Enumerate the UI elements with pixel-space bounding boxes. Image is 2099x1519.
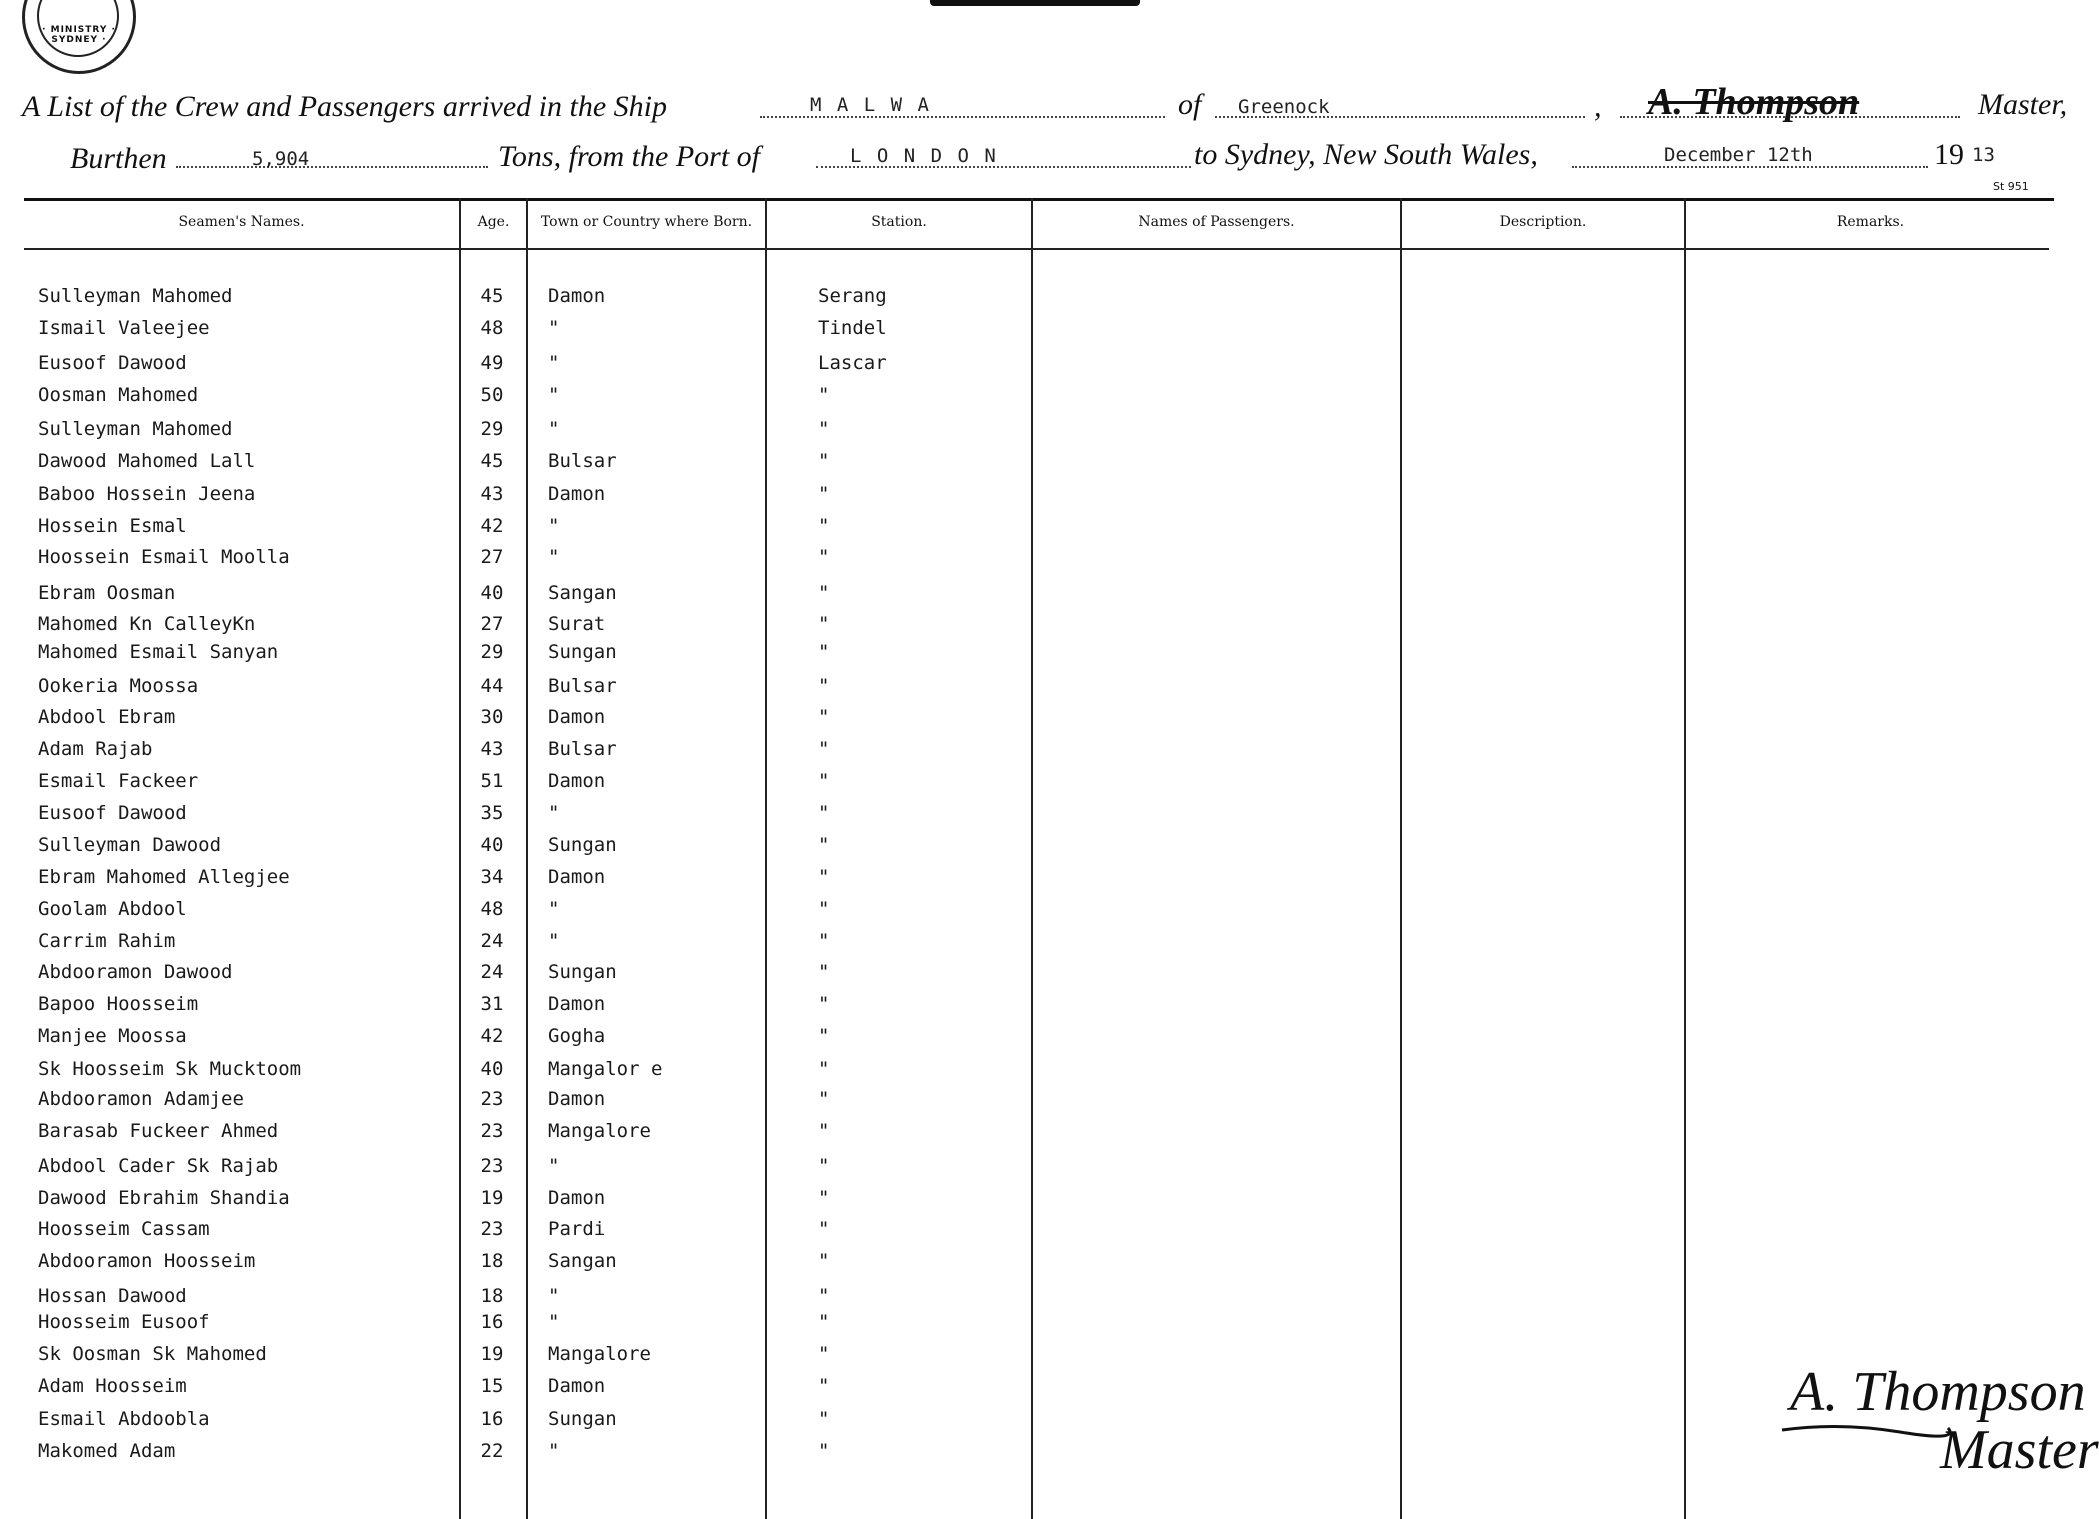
seaman-station: " <box>818 866 830 888</box>
of-label: of <box>1178 88 1202 121</box>
ship-name: M A L W A <box>810 94 931 116</box>
year-prefix: 19 <box>1934 138 1964 171</box>
seaman-age: 16 <box>480 1311 504 1333</box>
seaman-name: Abdooramon Adamjee <box>38 1088 244 1110</box>
seaman-age: 49 <box>480 352 504 374</box>
col-header-town: Town or Country where Born. <box>540 214 753 230</box>
seaman-station: " <box>818 738 830 760</box>
seaman-station: " <box>818 1088 830 1110</box>
seaman-name: Carrim Rahim <box>38 930 176 952</box>
seaman-town: Sangan <box>548 1250 617 1272</box>
seaman-town: Damon <box>548 706 606 728</box>
seaman-station: " <box>818 1343 830 1365</box>
seaman-station: " <box>818 993 830 1015</box>
seaman-name: Sulleyman Dawood <box>38 834 222 856</box>
seaman-name: Eusoof Dawood <box>38 802 187 824</box>
seaman-age: 40 <box>480 1058 504 1080</box>
seaman-age: 29 <box>480 641 504 663</box>
seaman-age: 48 <box>480 898 504 920</box>
seaman-station: " <box>818 1285 830 1307</box>
seaman-station: " <box>818 582 830 604</box>
form-number: St 951 <box>1993 180 2029 193</box>
seaman-age: 43 <box>480 483 504 505</box>
seaman-age: 42 <box>480 515 504 537</box>
seaman-station: " <box>818 930 830 952</box>
seaman-age: 40 <box>480 834 504 856</box>
column-divider <box>1031 198 1033 1519</box>
seaman-town: Mangalor e <box>548 1058 663 1080</box>
seaman-town: Bulsar <box>548 738 617 760</box>
seaman-station: " <box>818 1025 830 1047</box>
seaman-station: " <box>818 961 830 983</box>
seaman-age: 40 <box>480 582 504 604</box>
official-seal <box>22 0 136 74</box>
seaman-station: " <box>818 1187 830 1209</box>
seaman-station: " <box>818 546 830 568</box>
seaman-station: " <box>818 515 830 537</box>
seaman-town: " <box>548 1155 560 1177</box>
seaman-name: Mahomed Esmail Sanyan <box>38 641 279 663</box>
seaman-name: Mahomed Kn CalleyKn <box>38 613 256 635</box>
seaman-station: " <box>818 1218 830 1240</box>
seaman-town: Surat <box>548 613 606 635</box>
seal-text: · MINISTRY · SYDNEY · <box>42 25 116 45</box>
seaman-age: 22 <box>480 1440 504 1462</box>
seaman-station: " <box>818 898 830 920</box>
seaman-age: 27 <box>480 613 504 635</box>
seaman-name: Ebram Mahomed Allegjee <box>38 866 290 888</box>
seaman-age: 30 <box>480 706 504 728</box>
seaman-town: " <box>548 898 560 920</box>
seaman-town: Sungan <box>548 1408 617 1430</box>
seaman-name: Eusoof Dawood <box>38 352 187 374</box>
seaman-name: Hoosseim Eusoof <box>38 1311 210 1333</box>
seaman-name: Hossan Dawood <box>38 1285 187 1307</box>
seaman-town: " <box>548 317 560 339</box>
seaman-town: " <box>548 418 560 440</box>
seaman-name: Hoosseim Cassam <box>38 1218 210 1240</box>
seaman-name: Esmail Fackeer <box>38 770 199 792</box>
seaman-age: 19 <box>480 1343 504 1365</box>
col-header-age: Age. <box>477 214 510 230</box>
seaman-station: " <box>818 418 830 440</box>
seaman-town: Damon <box>548 1375 606 1397</box>
master-label: Master, <box>1978 88 2068 121</box>
seaman-station: " <box>818 675 830 697</box>
seaman-age: 23 <box>480 1088 504 1110</box>
seaman-station: " <box>818 1155 830 1177</box>
seaman-name: Ismail Valeejee <box>38 317 210 339</box>
seaman-station: " <box>818 1311 830 1333</box>
seaman-town: Damon <box>548 770 606 792</box>
seaman-town: Damon <box>548 866 606 888</box>
seaman-name: Barasab Fuckeer Ahmed <box>38 1120 279 1142</box>
ship-port: Greenock <box>1238 96 1330 118</box>
seaman-town: Sungan <box>548 961 617 983</box>
remarks-signature-title: Master <box>1940 1419 2099 1481</box>
seaman-town: Damon <box>548 285 606 307</box>
seaman-age: 44 <box>480 675 504 697</box>
seaman-station: " <box>818 483 830 505</box>
seaman-station: " <box>818 770 830 792</box>
master-signature-header: A. Thompson <box>1648 81 1860 123</box>
seaman-age: 18 <box>480 1250 504 1272</box>
seaman-town: Pardi <box>548 1218 606 1240</box>
burthen-value: 5,904 <box>252 148 310 170</box>
col-header-description: Description. <box>1499 214 1587 230</box>
seaman-name: Bapoo Hoosseim <box>38 993 199 1015</box>
seaman-name: Abdool Ebram <box>38 706 176 728</box>
header-comma: , <box>1594 90 1602 123</box>
seaman-name: Baboo Hossein Jeena <box>38 483 256 505</box>
seaman-town: Bulsar <box>548 450 617 472</box>
seaman-age: 29 <box>480 418 504 440</box>
seaman-name: Adam Hoosseim <box>38 1375 187 1397</box>
top-rule-mark <box>930 0 1140 6</box>
col-header-seamen: Seamen's Names. <box>178 214 305 230</box>
col-header-remarks: Remarks. <box>1836 214 1905 230</box>
seaman-station: " <box>818 1058 830 1080</box>
seaman-station: " <box>818 1250 830 1272</box>
col-header-station: Station. <box>871 214 927 230</box>
seaman-town: " <box>548 384 560 406</box>
column-divider <box>526 198 528 1519</box>
column-divider <box>1400 198 1402 1519</box>
ship-name-dots <box>760 116 1165 118</box>
from-port: L O N D O N <box>850 145 998 167</box>
seaman-name: Makomed Adam <box>38 1440 176 1462</box>
seaman-town: Mangalore <box>548 1120 651 1142</box>
arrival-date: December 12th <box>1664 144 1813 166</box>
seaman-name: Sk Oosman Sk Mahomed <box>38 1343 267 1365</box>
seaman-town: Bulsar <box>548 675 617 697</box>
seaman-town: " <box>548 802 560 824</box>
seaman-name: Ookeria Moossa <box>38 675 199 697</box>
seaman-age: 45 <box>480 285 504 307</box>
seaman-name: Sulleyman Mahomed <box>38 418 233 440</box>
date-dots <box>1572 166 1928 168</box>
seaman-station: Tindel <box>818 317 887 339</box>
seaman-town: Damon <box>548 1187 606 1209</box>
seaman-town: Mangalore <box>548 1343 651 1365</box>
seaman-station: " <box>818 706 830 728</box>
seaman-station: Serang <box>818 285 887 307</box>
seaman-name: Dawood Mahomed Lall <box>38 450 256 472</box>
seaman-station: " <box>818 384 830 406</box>
seaman-name: Esmail Abdoobla <box>38 1408 210 1430</box>
burthen-dots <box>176 166 488 168</box>
seaman-age: 31 <box>480 993 504 1015</box>
list-prefix: A List of the Crew and Passengers arrived in the Ship <box>22 90 667 123</box>
seaman-station: " <box>818 1408 830 1430</box>
seaman-station: " <box>818 641 830 663</box>
seaman-town: Damon <box>548 993 606 1015</box>
seaman-station: " <box>818 1440 830 1462</box>
seaman-town: Damon <box>548 483 606 505</box>
seaman-town: " <box>548 930 560 952</box>
seaman-name: Ebram Oosman <box>38 582 176 604</box>
seaman-age: 42 <box>480 1025 504 1047</box>
seaman-name: Sk Hoosseim Sk Mucktoom <box>38 1058 302 1080</box>
signature-flourish <box>1780 1420 1950 1440</box>
seaman-age: 23 <box>480 1155 504 1177</box>
table-header-rule <box>24 248 2049 250</box>
seaman-age: 35 <box>480 802 504 824</box>
tons-label: Tons, from the Port of <box>498 140 760 173</box>
seaman-town: Damon <box>548 1088 606 1110</box>
seaman-name: Hossein Esmal <box>38 515 187 537</box>
seaman-station: Lascar <box>818 352 887 374</box>
seaman-age: 34 <box>480 866 504 888</box>
seaman-town: " <box>548 546 560 568</box>
seaman-station: " <box>818 1375 830 1397</box>
seaman-age: 19 <box>480 1187 504 1209</box>
seaman-town: Sungan <box>548 834 617 856</box>
column-divider <box>765 198 767 1519</box>
seaman-town: Gogha <box>548 1025 606 1047</box>
seaman-town: Sungan <box>548 641 617 663</box>
seaman-town: " <box>548 1440 560 1462</box>
seaman-station: " <box>818 1120 830 1142</box>
seaman-age: 51 <box>480 770 504 792</box>
seaman-name: Hoossein Esmail Moolla <box>38 546 290 568</box>
seaman-station: " <box>818 613 830 635</box>
seaman-name: Oosman Mahomed <box>38 384 199 406</box>
seaman-station: " <box>818 450 830 472</box>
burthen-label: Burthen <box>70 142 167 175</box>
seaman-name: Sulleyman Mahomed <box>38 285 233 307</box>
seaman-age: 24 <box>480 961 504 983</box>
seaman-town: " <box>548 1285 560 1307</box>
seaman-name: Goolam Abdool <box>38 898 187 920</box>
seaman-town: " <box>548 515 560 537</box>
seaman-age: 18 <box>480 1285 504 1307</box>
remarks-signature-name: A. Thompson <box>1790 1361 2086 1423</box>
seaman-age: 24 <box>480 930 504 952</box>
col-header-passengers: Names of Passengers. <box>1138 214 1295 230</box>
seaman-name: Abdool Cader Sk Rajab <box>38 1155 279 1177</box>
seaman-age: 50 <box>480 384 504 406</box>
seaman-name: Adam Rajab <box>38 738 153 760</box>
column-divider <box>1684 198 1686 1519</box>
year-suffix: 13 <box>1972 144 1995 166</box>
seaman-name: Abdooramon Dawood <box>38 961 233 983</box>
seaman-age: 45 <box>480 450 504 472</box>
seaman-age: 43 <box>480 738 504 760</box>
seaman-town: " <box>548 1311 560 1333</box>
seaman-name: Dawood Ebrahim Shandia <box>38 1187 290 1209</box>
seaman-age: 27 <box>480 546 504 568</box>
seaman-age: 15 <box>480 1375 504 1397</box>
seaman-name: Abdooramon Hoosseim <box>38 1250 256 1272</box>
seaman-age: 48 <box>480 317 504 339</box>
destination-label: to Sydney, New South Wales, <box>1194 138 1538 171</box>
seaman-town: Sangan <box>548 582 617 604</box>
seaman-station: " <box>818 834 830 856</box>
seaman-age: 23 <box>480 1120 504 1142</box>
seaman-name: Manjee Moossa <box>38 1025 187 1047</box>
column-divider <box>459 198 461 1519</box>
table-top-rule <box>24 198 2054 201</box>
seaman-town: " <box>548 352 560 374</box>
seaman-age: 16 <box>480 1408 504 1430</box>
seaman-station: " <box>818 802 830 824</box>
seaman-age: 23 <box>480 1218 504 1240</box>
